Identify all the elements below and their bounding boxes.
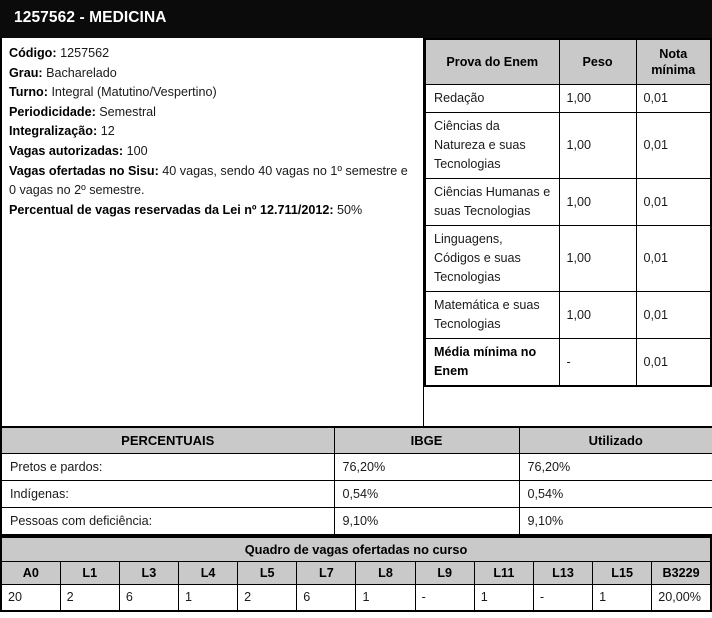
percentuais-table	[0, 426, 712, 536]
quadro-value-a0: 20	[1, 585, 60, 611]
quadro-header-l1: L1	[60, 562, 119, 585]
quadro-header-row	[1, 562, 711, 585]
info-row-integralizacao	[9, 122, 417, 142]
info-label-vagas-autorizadas: Vagas autorizadas:	[9, 143, 124, 158]
enem-prova-peso: 1,00	[559, 179, 636, 226]
enem-media-minima-label: Média mínima no Enem	[425, 339, 559, 387]
percentuais-header-row	[1, 427, 712, 454]
quadro-header-a0: A0	[1, 562, 60, 585]
table-row	[1, 585, 711, 611]
quadro-header-l13: L13	[533, 562, 592, 585]
quadro-header-l11: L11	[474, 562, 533, 585]
enem-prova-name: Ciências Humanas e suas Tecnologias	[425, 179, 559, 226]
table-row	[425, 226, 711, 292]
table-row	[425, 85, 711, 113]
percentuais-header-ibge: IBGE	[334, 427, 519, 454]
quadro-value-l4: 1	[178, 585, 237, 611]
percentuais-row-utilizado: 9,10%	[519, 508, 712, 536]
percentuais-header-label: PERCENTUAIS	[1, 427, 334, 454]
info-label-percentual-lei: Percentual de vagas reservadas da Lei nº 12.711/2012:	[9, 202, 334, 217]
quadro-value-l8: 1	[356, 585, 415, 611]
enem-prova-name: Ciências da Natureza e suas Tecnologias	[425, 113, 559, 179]
info-label-codigo: Código:	[9, 46, 57, 60]
percentuais-row-ibge: 0,54%	[334, 481, 519, 508]
info-value-vagas-sisu: 40 vagas, sendo 40 vagas no 1º semestre e 0 vagas no 2º semestre.	[9, 163, 408, 198]
table-row	[425, 292, 711, 339]
table-row	[1, 454, 712, 481]
enem-prova-nota: 0,01	[636, 226, 711, 292]
info-value-vagas-autorizadas: 100	[126, 143, 148, 158]
enem-table-container	[424, 38, 712, 387]
enem-prova-peso: 1,00	[559, 113, 636, 179]
info-label-vagas-sisu: Vagas ofertadas no Sisu:	[9, 163, 159, 178]
table-row	[1, 508, 712, 536]
enem-prova-nota: 0,01	[636, 113, 711, 179]
quadro-value-l11: 1	[474, 585, 533, 611]
info-label-periodicidade: Periodicidade:	[9, 104, 96, 119]
info-value-periodicidade: Semestral	[99, 104, 156, 119]
enem-prova-peso: 1,00	[559, 292, 636, 339]
enem-prova-nota: 0,01	[636, 292, 711, 339]
info-row-vagas-autorizadas	[9, 142, 417, 162]
info-row-percentual-lei	[9, 201, 417, 221]
enem-header-prova: Prova do Enem	[425, 39, 559, 85]
enem-prova-peso: 1,00	[559, 226, 636, 292]
quadro-value-l3: 6	[119, 585, 178, 611]
quadro-value-l5: 2	[238, 585, 297, 611]
quadro-value-b3229: 20,00%	[652, 585, 711, 611]
info-row-turno	[9, 83, 417, 103]
enem-prova-peso: 1,00	[559, 85, 636, 113]
enem-prova-nota: 0,01	[636, 179, 711, 226]
percentuais-row-label: Pessoas com deficiência:	[1, 508, 334, 536]
percentuais-header-utilizado: Utilizado	[519, 427, 712, 454]
quadro-value-l7: 6	[297, 585, 356, 611]
percentuais-row-label: Indígenas:	[1, 481, 334, 508]
quadro-vagas-table	[0, 536, 712, 612]
quadro-header-l4: L4	[178, 562, 237, 585]
info-label-grau: Grau:	[9, 65, 43, 80]
quadro-header-l15: L15	[593, 562, 652, 585]
quadro-vagas-title: Quadro de vagas ofertadas no curso	[1, 537, 711, 562]
info-label-turno: Turno:	[9, 85, 48, 100]
percentuais-row-ibge: 9,10%	[334, 508, 519, 536]
info-value-turno: Integral (Matutino/Vespertino)	[51, 85, 217, 100]
info-label-integralizacao: Integralização:	[9, 124, 98, 139]
enem-prova-name: Linguagens, Códigos e suas Tecnologias	[425, 226, 559, 292]
enem-table	[424, 38, 712, 387]
percentuais-row-utilizado: 0,54%	[519, 481, 712, 508]
percentuais-row-label: Pretos e pardos:	[1, 454, 334, 481]
info-value-codigo: 1257562	[60, 46, 110, 60]
quadro-value-l9: -	[415, 585, 474, 611]
info-row-grau	[9, 64, 417, 84]
quadro-header-l8: L8	[356, 562, 415, 585]
quadro-header-l5: L5	[238, 562, 297, 585]
info-value-grau: Bacharelado	[46, 65, 117, 80]
table-row	[425, 113, 711, 179]
enem-media-minima-peso: -	[559, 339, 636, 387]
quadro-value-l1: 2	[60, 585, 119, 611]
enem-prova-name: Redação	[425, 85, 559, 113]
enem-media-minima-nota: 0,01	[636, 339, 711, 387]
quadro-header-l7: L7	[297, 562, 356, 585]
enem-header-row	[425, 39, 711, 85]
enem-prova-nota: 0,01	[636, 85, 711, 113]
table-row	[425, 339, 711, 387]
table-row	[1, 481, 712, 508]
percentuais-table-container	[0, 426, 712, 536]
info-row-codigo	[9, 44, 417, 64]
quadro-header-l9: L9	[415, 562, 474, 585]
percentuais-row-ibge: 76,20%	[334, 454, 519, 481]
page-title-bar	[0, 0, 712, 38]
info-row-periodicidade	[9, 103, 417, 123]
info-value-integralizacao: 12	[100, 124, 115, 139]
quadro-title-row	[1, 537, 711, 562]
quadro-value-l13: -	[533, 585, 592, 611]
percentuais-row-utilizado: 76,20%	[519, 454, 712, 481]
page-title: 1257562 - MEDICINA	[14, 9, 167, 26]
table-row	[425, 179, 711, 226]
enem-prova-name: Matemática e suas Tecnologias	[425, 292, 559, 339]
quadro-vagas-container	[0, 536, 712, 612]
enem-header-peso: Peso	[559, 39, 636, 85]
course-info-panel	[0, 38, 424, 426]
info-value-percentual-lei: 50%	[337, 202, 363, 217]
quadro-header-b3229: B3229	[652, 562, 711, 585]
enem-header-nota: Nota mínima	[636, 39, 711, 85]
info-row-vagas-sisu	[9, 162, 417, 201]
quadro-header-l3: L3	[119, 562, 178, 585]
quadro-value-l15: 1	[593, 585, 652, 611]
